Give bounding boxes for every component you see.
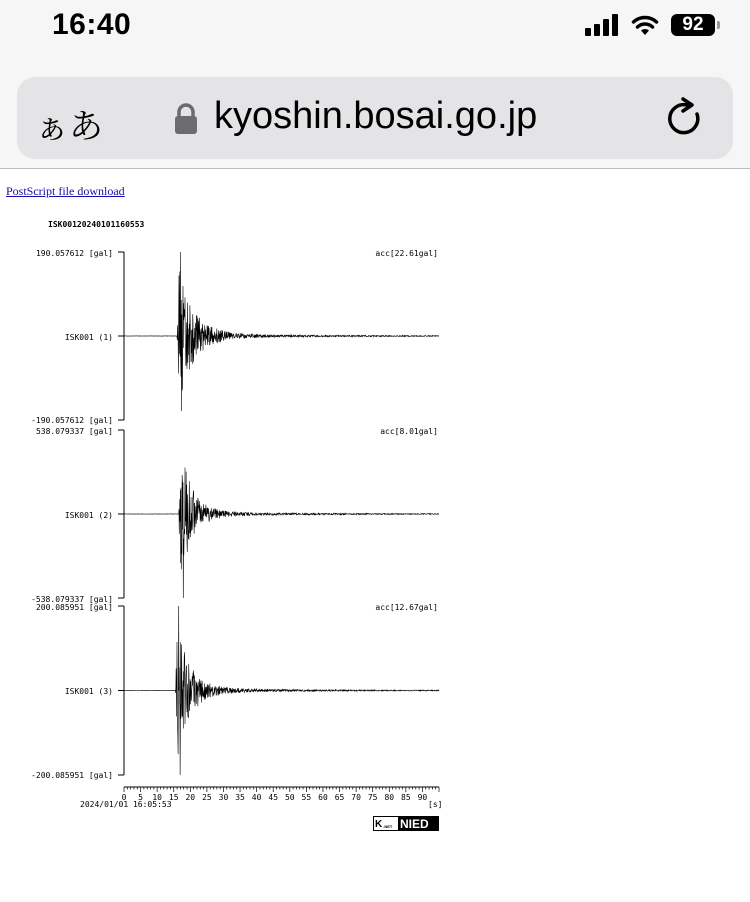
panel-2-peak-label: acc[8.01gal]: [380, 427, 438, 436]
panel-2-station-label: ISK001 (2): [64, 511, 113, 520]
status-icons: [585, 14, 720, 36]
time-tick-label: 0: [121, 793, 127, 802]
start-time-label: 2024/01/01 16:05:53: [80, 800, 172, 809]
time-tick-label: 5: [138, 793, 143, 802]
waveform-panel-2: [31, 427, 439, 604]
panel-1-min-label: -190.057612 [gal]: [31, 416, 113, 425]
svg-text:-NET: -NET: [383, 824, 393, 829]
waveform-panel-1: [31, 249, 439, 425]
panel-3-min-label: -200.085951 [gal]: [31, 771, 113, 780]
time-tick-label: 55: [301, 793, 312, 802]
panel-3-max-label: 200.085951 [gal]: [35, 603, 113, 612]
panel-3-station-label: ISK001 (3): [64, 687, 113, 696]
time-unit-label: [s]: [428, 800, 443, 809]
text-size-button[interactable]: ぁあ: [35, 107, 103, 147]
postscript-download-link[interactable]: PostScript file download: [6, 184, 125, 198]
panel-1-waveform: [124, 252, 439, 411]
battery-indicator: [671, 14, 720, 36]
panel-2-max-label: 538.079337 [gal]: [35, 427, 113, 436]
time-tick-label: 80: [384, 793, 395, 802]
chrome-divider: [0, 168, 750, 169]
status-time: 16:40: [52, 8, 132, 41]
time-tick-label: 60: [318, 793, 328, 802]
time-tick-label: 85: [401, 793, 411, 802]
panel-3-peak-label: acc[12.67gal]: [375, 603, 438, 612]
time-tick-label: 25: [202, 793, 212, 802]
browser-chrome: [0, 0, 750, 168]
time-tick-label: 65: [334, 793, 345, 802]
panel-1-max-label: 190.057612 [gal]: [35, 249, 113, 258]
time-tick-label: 30: [218, 793, 229, 802]
time-tick-label: 40: [251, 793, 262, 802]
battery-tip: [717, 21, 720, 29]
battery-level: 92: [671, 14, 715, 36]
panel-1-peak-label: acc[22.61gal]: [375, 249, 438, 258]
waveform-figure: [0, 210, 460, 840]
time-tick-label: 35: [235, 793, 245, 802]
time-tick-label: 70: [351, 793, 361, 802]
cellular-signal-icon: [585, 14, 619, 36]
waveform-panel-3: [31, 603, 439, 780]
svg-text:NIED: NIED: [400, 817, 429, 831]
wifi-icon: [631, 14, 659, 36]
time-tick-label: 45: [268, 793, 279, 802]
svg-text:K: K: [375, 819, 383, 830]
time-tick-label: 15: [168, 793, 179, 802]
record-id: ISK00120240101160553: [48, 220, 145, 229]
time-tick-label: 75: [367, 793, 378, 802]
panel-2-min-label: -538.079337 [gal]: [31, 595, 113, 604]
time-tick-label: 10: [152, 793, 162, 802]
panel-1-station-label: ISK001 (1): [64, 333, 113, 342]
time-tick-label: 20: [185, 793, 196, 802]
knet-nied-logo: [373, 816, 439, 831]
time-tick-label: 90: [417, 793, 428, 802]
panel-2-waveform: [124, 468, 439, 598]
lock-icon: [174, 103, 198, 135]
url-domain[interactable]: kyoshin.bosai.go.jp: [214, 95, 538, 137]
panel-3-waveform: [124, 606, 439, 775]
time-tick-label: 50: [284, 793, 295, 802]
reload-icon[interactable]: [663, 94, 707, 142]
address-bar[interactable]: [17, 77, 733, 159]
